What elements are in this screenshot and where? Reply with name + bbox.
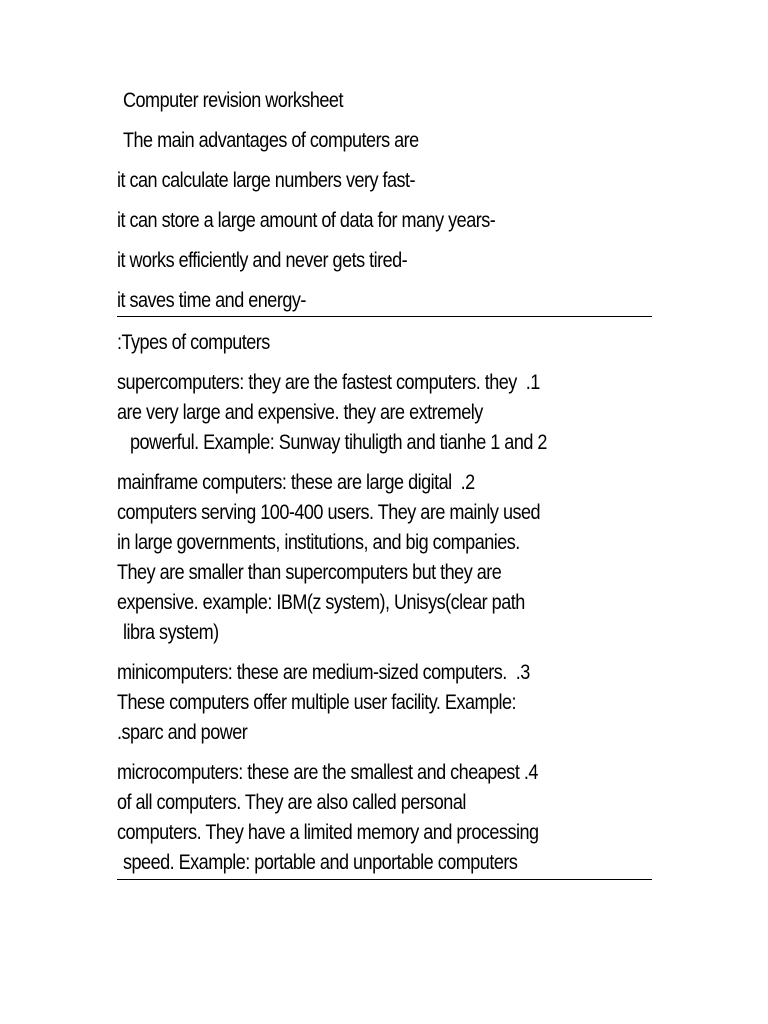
type-item-line: These computers offer multiple user facility. Example: — [117, 691, 517, 714]
type-item-line: in large governments, institutions, and big companies. — [117, 531, 520, 554]
advantage-item: it can store a large amount of data for many years- — [117, 209, 496, 232]
type-item-line: supercomputers: they are the fastest computers. they .1 — [117, 371, 540, 394]
type-item-line: powerful. Example: Sunway tihuligth and tianhe 1 and 2 — [130, 431, 547, 454]
types-heading: :Types of computers — [117, 331, 270, 354]
type-item-line: computers serving 100-400 users. They are mainly used — [117, 501, 541, 524]
advantage-item: it works efficiently and never gets tired- — [117, 249, 408, 272]
type-item-line: computers. They have a limited memory and processing — [117, 821, 539, 844]
section-divider — [117, 879, 652, 880]
type-item-line: mainframe computers: these are large digital .2 — [117, 471, 475, 494]
type-item-line: They are smaller than supercomputers but they are — [117, 561, 502, 584]
type-item-line: speed. Example: portable and unportable computers — [123, 851, 518, 874]
worksheet-title: Computer revision worksheet — [123, 89, 343, 112]
section-divider — [117, 316, 652, 317]
type-item-line: are very large and expensive. they are extremely — [117, 401, 483, 424]
type-item-line: libra system) — [123, 621, 219, 644]
type-item-line: microcomputers: these are the smallest and cheapest .4 — [117, 761, 538, 784]
advantage-item: it can calculate large numbers very fast- — [117, 169, 416, 192]
type-item-line: .sparc and power — [117, 721, 248, 744]
type-item-line: minicomputers: these are medium-sized computers. .3 — [117, 661, 530, 684]
advantages-heading: The main advantages of computers are — [123, 129, 419, 152]
type-item-line: expensive. example: IBM(z system), Unisys(clear path — [117, 591, 525, 614]
advantage-item: it saves time and energy- — [117, 289, 306, 312]
type-item-line: of all computers. They are also called personal — [117, 791, 466, 814]
